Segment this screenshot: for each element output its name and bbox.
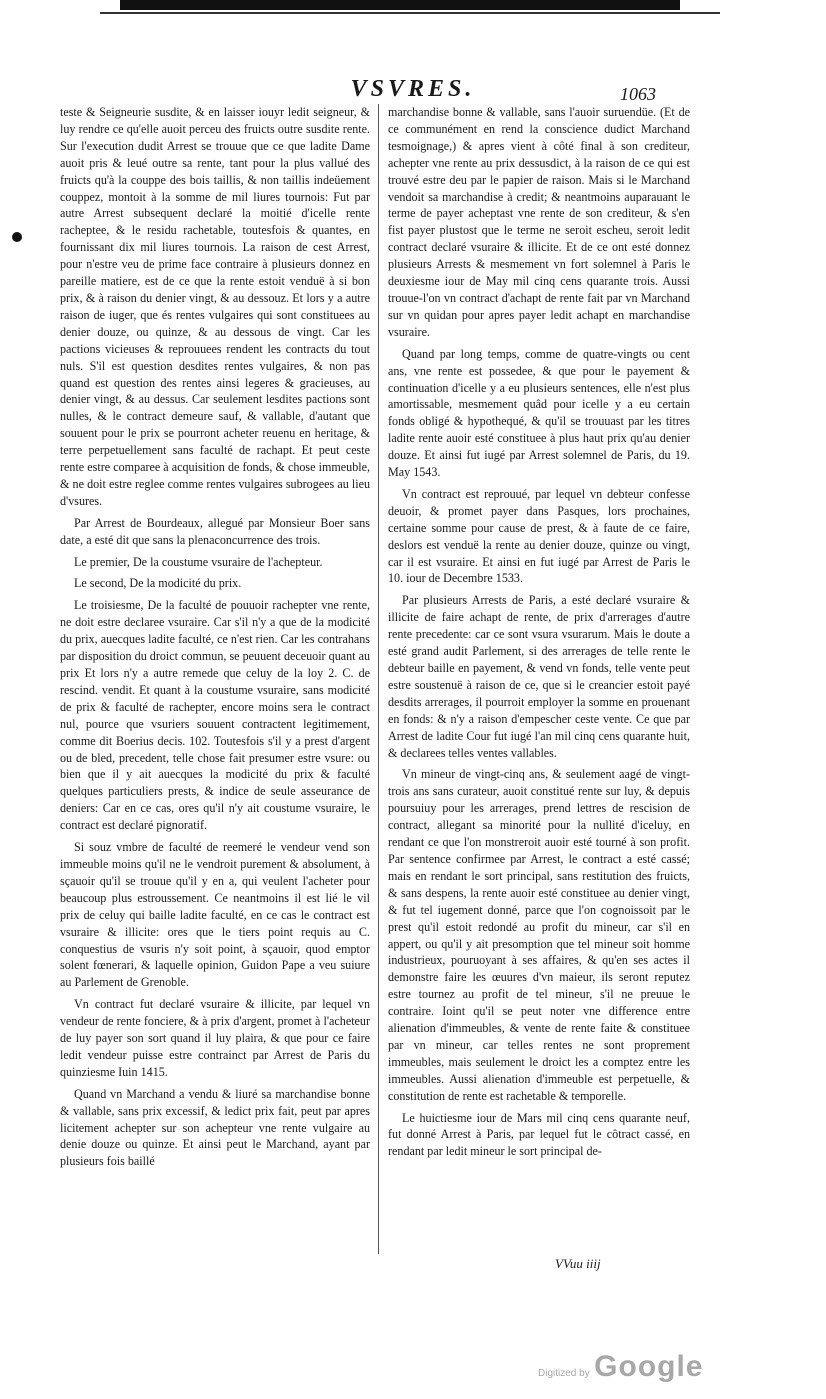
top-rule (120, 0, 680, 10)
digitized-by-google-watermark (538, 1350, 704, 1384)
top-rule-thin (100, 12, 720, 14)
column-divider (378, 104, 379, 1254)
paragraph: Le troisiesme, De la faculté de pouuoir rachepter vne rente, ne doit estre declaree vsuraire. Car s'il n'y a que de la modicité du prix, auecques ladite faculté, ce n'est rien. Car les contrahans par disposition du droict commun, se peuuent deceuoir quant au prix Et lors n'y a autre remede que celuy de la loy 2. C. de rescind. vendit. Et quant à la coustume vsuraire, sans modicité de prix & faculté de rachepter, encore moins sera le contract nul, pource que vsuriers souuent contractent legitimement, comme dit Boerius decis. 102. Toutesfois s'il y a prest d'argent ou de bled, precedent, telle chose fait presumer estre vsure: ou bien que il y ait auecques la modicité du prix & faculté quelques particuliers prests, & indice de seule asseurance de deniers: Car en ce cas, ores qu'il n'y ait coustume vsuraire, le contract est declaré pignoratif. (60, 598, 370, 833)
right-column (388, 104, 690, 1254)
paragraph: Le second, De la modicité du prix. (74, 576, 242, 591)
paragraph: Par plusieurs Arrests de Paris, a esté declaré vsuraire & illicite de faire achapt de rente, de prix d'arrerages d'autre rente precedente: car ce sont vsura vsurarum. Mais le doute a esté grand audit Parlement, si des arrerages de telle rente le debteur baille en payement, & vend vn fonds, telle vente peut estre soustenuë à raison de ce, que si le creancier estoit payé desdits arrerages, il pourroit employer la somme en prouenant en fonds: & n'y a raison d'empescher ceste vente. Ce que par Arrest de ladite Cour fut iugé l'an mil cinq cens quarante huit, & declarees telles ventes vallables. (388, 593, 690, 760)
google-logo: Google (594, 1350, 704, 1383)
paragraph: Le premier, De la coustume vsuraire de l'acheptеur. (74, 554, 323, 569)
page-number: 1063 (620, 84, 656, 104)
paragraph: Vn contract est reprouué, par lequel vn debteur confesse deuoir, & promet payer dans Pasques, lors prochaines, certaine somme pour cause de prest, & à faute de ce faire, deslors est venduë la rente au denier douze, quinze ou vingt, car il est vsuraire. Et ainsi en fut iugé par Arrest de Paris le 10. iour de Decembre 1533. (388, 486, 690, 586)
paragraph: Vn contract fut declaré vsuraire & illicite, par lequel vn vendeur de rente fonciere, & à prix d'argent, promet à l'acheteur de luy payer son sort quand il luy plaira, & que pour ce faire ledit vendeur puisse estre contrainct par Arrest de Paris du quinziesme Iuin 1415. (60, 997, 370, 1079)
paragraph: marchandise bonne & vallable, sans l'auoir suruendüe. (Et de ce communément en rend la conscience dudict Marchand tesmoignage,) & apres vient à côté final à son crediteur, achepter vne rente au prix dessusdict, à la raison de ce qui est trouvé estre deu par le papier de raison. Mais si le Marchand vendoit sa marchandise à credit; & neantmoins auparauant le terme de payer acheptast vne rente de son crediteur, & s'en fist payer plustost que le terme ne seroit escheu, seroit ledit contract declaré vsuraire & illicite. Et de ce ont esté donnez plusieurs Arrests & mesmement vn fort solemnel à Paris le deuxiesme iour de May mil cinq cens quarante trois. Aussi trouue-l'on vn contract d'achapt de rente fait par vn Marchand sur vn quidan pour apres payer ledit achapt en marchandise vsuraire. (388, 105, 690, 339)
paragraph: teste & Seigneurie susdite, & en laisser iouyr ledit seigneur, & luy rendre ce qu'elle auoit perceu des fruicts outre susdite rente. Sur l'execution dudit Arrest se trouue que ce que ladite Dame auoit pris & leué outre sa rente, tant pour la plus vallué des fruicts qu'à la couppe des bois taillis, & non taillis indeüement couppez, montoit à la somme de mil liures tournois: Fut par autre Arrest subsequent declaré la moitié d'icelle rente racheptee, & le residu rachetable, toutesfois & quantes, en fournissant dix mil liures tournois. La raison de cest Arrest, pour n'estre veu de prime face contraire à plusieurs donnez en pareille matiere, est de ce que la rente estoit venduë à si bon prix, & à raison du denier vingt, & au dessouz. Et lors y a autre raison de iuger, que és rentes vulgaires qui sont constituees au denier douze, ou quinze, & au dessous de vingt. Car les pactions vicieuses & reprouuees rendent les contracts du tout nuls. S'il est question desdites rentes vulgaires, & non pas quand est question des rentes ainsi legeres & gracieuses, au denier vingt, & au dessus. Car seulement lesdites pactions sont nulles, & le contract demeure sauf, & vallable, d'autant que souuent pour le prix se pourront acheter reuenu en heritage, & terre perpetuellement sans faculté de rachapt. Et peut ceste rente estre comparee à acquisition de fonds, & chose immeuble, & ne doit estre reglee comme rentes vulgaires subrogees au lieu d'vsures. (60, 105, 370, 508)
digitized-label: Digitized by (538, 1368, 590, 1379)
running-title: VSVRES. (350, 76, 476, 102)
paragraph: Le huictiesme iour de Mars mil cinq cens quarante neuf, fut donné Arrest à Paris, par lequel fut le côtract cassé, en rendant par ledit mineur le sort principal de- (388, 1110, 690, 1159)
paragraph: Par Arrest de Bourdeaux, allegué par Monsieur Boer sans date, a esté dit que sans la plenaconcurrence des trois. (60, 515, 370, 547)
margin-mark (12, 232, 22, 242)
paragraph: Vn mineur de vingt-cinq ans, & seulement aagé de vingt-trois ans sans curateur, auoit constitué rente sur luy, & depuis poursuiuy pour les arrerages, prend lettres de rescision de contract, allegant sa minorité pour la nullité d'iceluy, en rendant ce que l'on monstreroit auoir esté tourné à son profit. Par sentence confirmee par Arrest, le contract a esté cassé; mais en rendant le sort principal, sans restitution des fruicts, & sans despens, la rente auoir esté constituee au denier vingt, & fut tel iugement donné, parce que l'on cognoissoit par le prest qu'il estoit redondé au profit du mineur, car s'il en appert, ou qu'il y ait presomption que tel mineur soit homme industrieux, pouruoyant à ses affaires, & qu'en ses actes il demonstre faire les œuures d'vn maieur, ils seront reputez estre tournez au profit de tel mineur, s'il ne preuue le contraire. Ioint qu'il se peut noter vne difference entre alienation d'immeubles, & vente de rente faite & constituee par vn mineur, car telles rentes ne sont proprement immeubles, mais seulement le droict les a comptez entre les immeubles. Aussi alienation d'immeuble est perpetuelle, & constitution de rente est rachetable & temporelle. (388, 767, 690, 1103)
paragraph: Si souz vmbre de faculté de reemeré le vendeur vend son immeuble moins qu'il ne le vendroit purement & absolument, à sçauoir qu'il se trouue qu'il y en a, qui veulent l'acheter pour beaucoup plus estroussement. Ce neantmoins il est lié le vil prix de celuy qui baille ladite faculté, en ce cas le contract est vsuraire & illicite: ores que le tiers point requis au C. conquestius de vsuris n'y soit point, à sçauoir, quod emptor solent fœnerari, & laquelle opinion, Guidon Pape a veu suiure au Parlement de Grenoble. (60, 840, 370, 990)
signature-mark: VVuu iiij (555, 1256, 601, 1271)
paragraph: Quand par long temps, comme de quatre-vingts ou cent ans, vne rente est possedee, & que pour le payement & continuation d'icelle y a eu plusieurs sentences, elle n'est plus amortissable, mesmement quâd pour icelle y a eu certain fonds obligé & hypothequé, & qu'il se trouuast par les titres ladite rente auoir esté constituee à plus haut prix qu'au denier douze. Et ainsi fut iugé par Arrest solemnel de Paris, du 19. May 1543. (388, 346, 690, 480)
paragraph: Quand vn Marchand a vendu & liuré sa marchandise bonne & vallable, sans prix excessif, & ledict prix fait, peut par apres licitement achepter sur son acheptеur vne rente vulgaire au denie douze ou quinze. Et ainsi peut le Marchand, ayant par plusieurs fois baillé (60, 1086, 370, 1169)
left-column (60, 104, 370, 1254)
